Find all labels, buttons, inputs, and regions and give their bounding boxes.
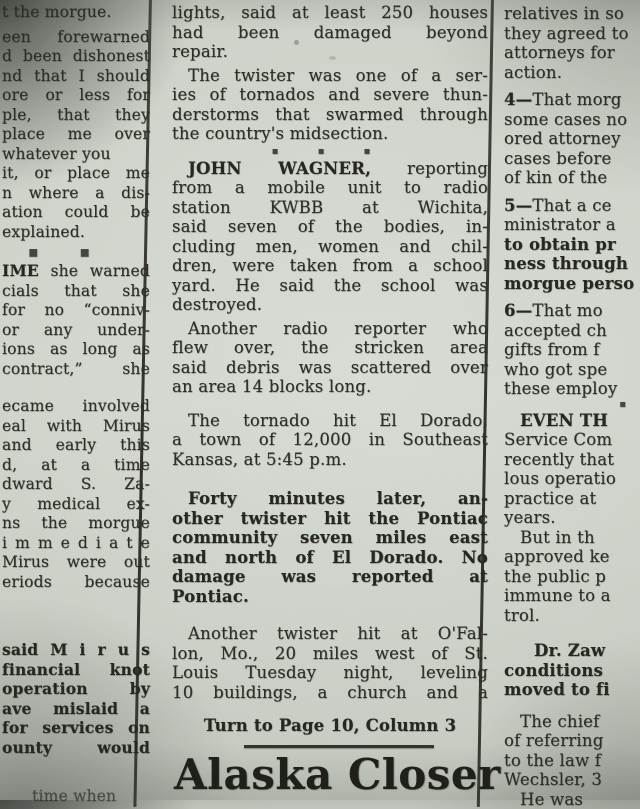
text-line: they agreed to [504,24,640,44]
text-line: y medical ex- [2,495,150,515]
text-line: ions as long as [2,340,150,360]
paper-speck [294,40,299,45]
text-line: said debris was scattered over [172,358,488,378]
text-line: relatives in so [504,4,640,24]
text-line: The chief [504,712,640,732]
text-line: EVEN TH [504,411,640,431]
text-line: Louis Tuesday night, leveling [172,663,488,683]
text-line: conditions [504,661,640,681]
text-line: 6—That mo [504,301,640,321]
text-line: the public p [504,567,640,587]
text-line: gifts from f [504,340,640,360]
text-line: said seven of the bodies, in- [172,217,488,237]
text-line: community seven miles east [172,528,488,548]
text-line: Forty minutes later, an- [172,489,488,509]
text-line: ore or less for [2,86,150,106]
text-line: immune to a [504,586,640,606]
text-line: ministrator a [504,215,640,235]
text-line: ored attorney [504,129,640,149]
text-line: dren, were taken from a school [172,256,488,276]
text-line: from a mobile unit to radio [172,178,488,198]
text-line: damage was reported at [172,567,488,587]
text-line: ecame involved [2,397,150,417]
text-line: Another twister hit at O'Fal- [172,624,488,644]
text-line: derstorms that swarmed through [172,105,488,125]
text-line: had been damaged beyond [172,23,488,43]
text-line: The tornado hit El Dorado, [172,411,488,431]
text-line: morgue perso [504,274,640,294]
center-column-text [172,3,488,736]
right-column-text [504,0,640,809]
text-line: een forewarned [2,28,150,48]
text-line: t the morgue. [2,3,150,23]
text-line: repair. [172,42,488,62]
text-line: station KWBB at Wichita, [172,198,488,218]
text-line: of kin of the [504,168,640,188]
text-line: and early this [2,436,150,456]
text-line: He was [504,790,640,809]
text-line: the country's midsection. [172,124,488,144]
text-line: who got spe [504,360,640,380]
text-line: d, at a time [2,456,150,476]
text-line: ies of tornados and severe thun- [172,85,488,105]
text-line: But in th [504,528,640,548]
text-line: flew over, the stricken area [172,338,488,358]
text-line: Pontiac. [172,587,488,607]
text-line: Turn to Page 10, Column 3 [172,716,488,736]
section-divider-rule [244,745,434,748]
text-line: cases before [504,149,640,169]
text-line: years. [504,508,640,528]
text-line: approved ke [504,547,640,567]
text-line: or any under- [2,321,150,341]
text-line: attorneys for [504,43,640,63]
text-line: moved to fi [504,680,640,700]
text-line: eriods because [2,573,150,593]
text-line: Another radio reporter who [172,319,488,339]
text-line: i m m e d i a t e [2,534,150,554]
paragraph-separator: ▪ [504,399,640,411]
text-line: other twister hit the Pontiac [172,509,488,529]
paragraph-separator: ▪ ▪ ▪ [172,146,488,158]
text-line: said M i r u s [2,640,150,660]
text-line: financial knot [2,660,150,680]
text-line: contract,” she [2,360,150,380]
text-line: whatever you [2,145,150,165]
text-line: lights, said at least 250 houses [172,3,488,23]
text-line: The twister was one of a ser- [172,66,488,86]
text-line: ave mislaid a [2,699,150,719]
left-column-text [0,0,153,807]
text-line: cials that she [2,282,150,302]
text-line: accepted ch [504,321,640,341]
text-line: action. [504,63,640,83]
text-line: lous operatio [504,469,640,489]
text-line: 4—That morg [504,90,640,110]
text-line: an area 14 blocks long. [172,377,488,397]
text-line: of referring [504,731,640,751]
text-line: ness through [504,254,640,274]
text-line: ns the morgue [2,514,150,534]
text-line: operation by [2,679,150,699]
text-line: Dr. Zaw [504,641,640,661]
text-line: yard. He said the school was [172,276,488,296]
text-line: to the law f [504,751,640,771]
text-line: 5—That a ce [504,196,640,216]
text-line: n where a dis- [2,184,150,204]
text-line: nd that I should [2,67,150,87]
text-line: destroyed. [172,295,488,315]
text-line: place me over [2,125,150,145]
text-line: time when [2,787,150,807]
text-line: ple, that they [2,106,150,126]
text-line: it, or place me [2,164,150,184]
headline: Alaska Closer [172,750,488,800]
text-line: some cases no [504,110,640,130]
text-line: dward S. Za- [2,475,150,495]
text-line: d been dishonest [2,47,150,67]
text-line: ation could be [2,203,150,223]
text-line: trol. [504,606,640,626]
text-line: to obtain pr [504,235,640,255]
text-line: JOHN WAGNER, reporting [172,159,488,179]
text-line: eal with Mirus [2,417,150,437]
text-line: practice at [504,489,640,509]
text-line: cluding men, women and chil- [172,237,488,257]
text-line: and north of El Dorado. No [172,548,488,568]
text-line: recently that [504,450,640,470]
paper-speck [329,56,336,60]
paragraph-separator: ▪ ▪ [2,246,150,258]
text-line: these employ [504,379,640,399]
text-line: ounty would [2,738,150,758]
text-line: 10 buildings, a church and a [172,683,488,703]
text-line: for services on [2,718,150,738]
text-line: Kansas, at 5:45 p.m. [172,450,488,470]
text-line: explained. [2,223,150,243]
text-line: Service Com [504,430,640,450]
text-line: IME she warned [2,261,150,282]
text-line: for no “conniv- [2,301,150,321]
text-line: Wechsler, 3 [504,770,640,790]
center-column [172,0,488,800]
text-line: Mirus were out [2,553,150,573]
text-line: lon, Mo., 20 miles west of St. [172,644,488,664]
text-line: a town of 12,000 in Southeast [172,430,488,450]
